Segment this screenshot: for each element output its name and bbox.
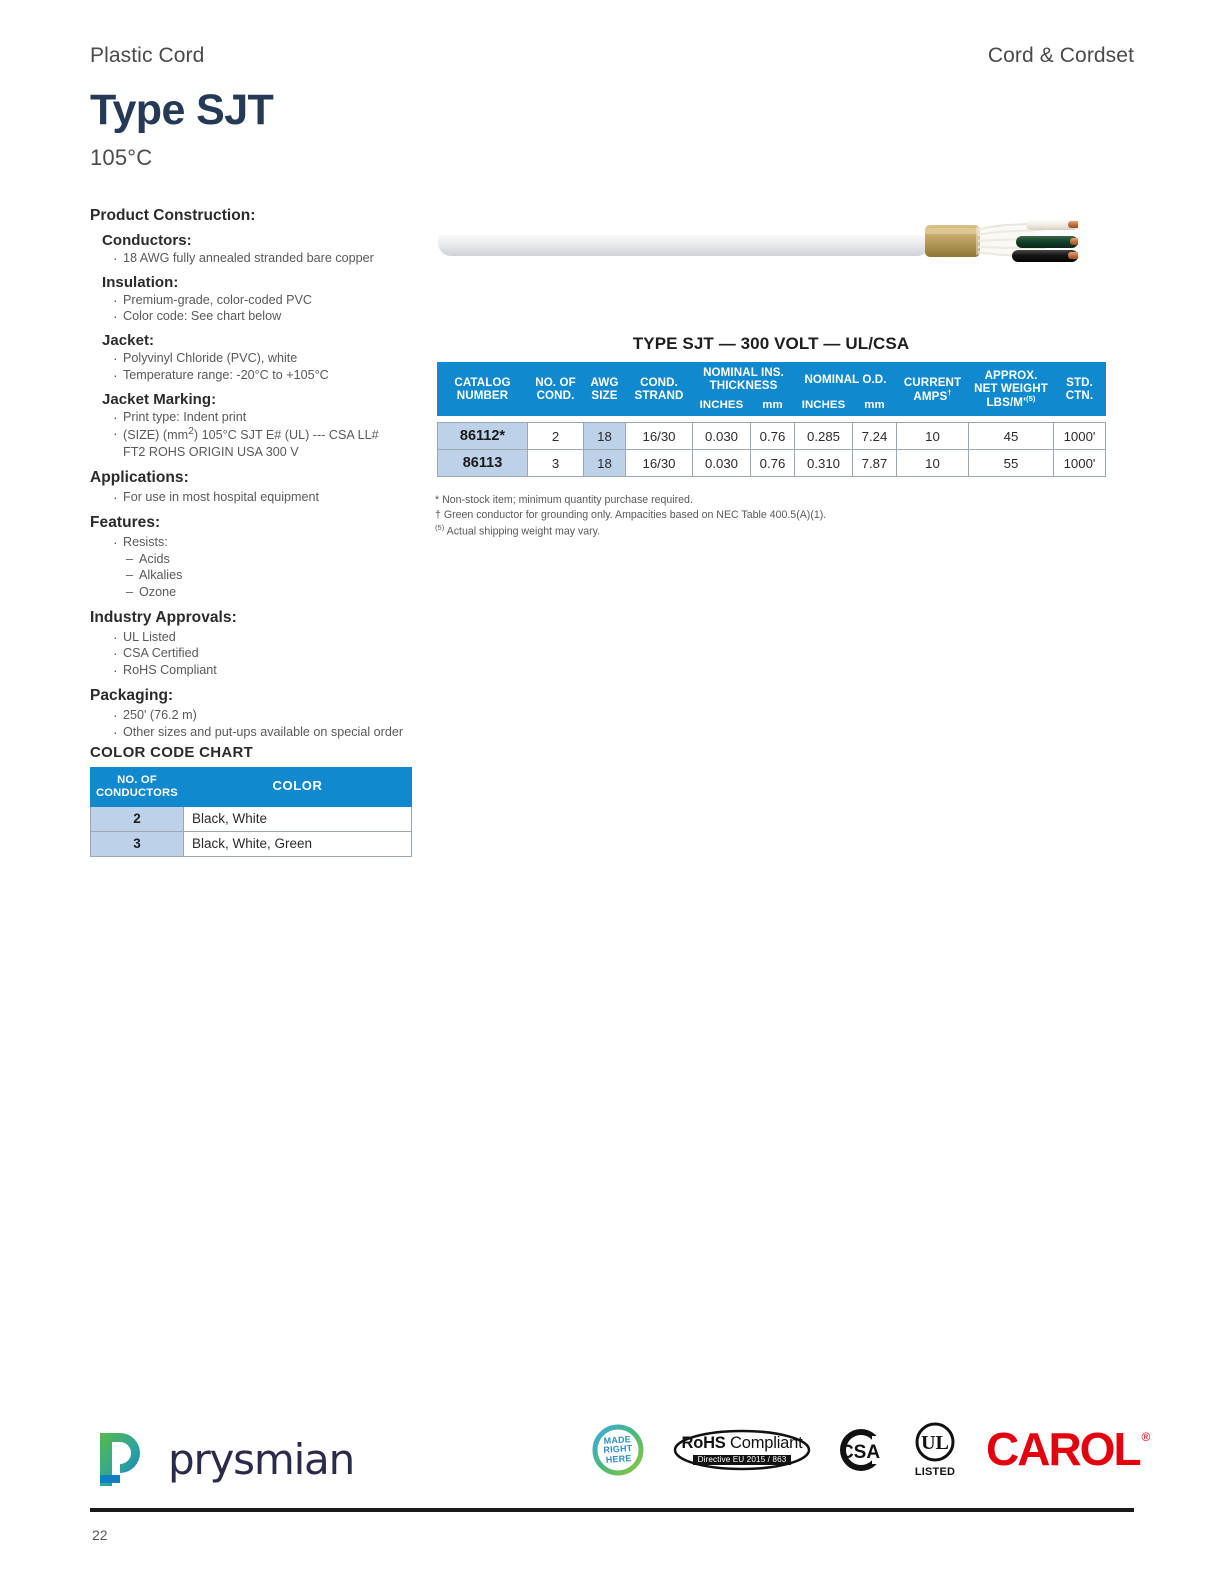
- cell-awg: 18: [584, 450, 626, 477]
- table-row: [438, 450, 1106, 477]
- color-code-chart-title: COLOR CODE CHART: [90, 744, 254, 761]
- list-item: · RoHS Compliant: [112, 662, 420, 679]
- col-header-awg-l1: AWG: [590, 375, 619, 389]
- col-header-no-cond-l1: NO. OF: [535, 375, 576, 389]
- csa-badge-icon: [838, 1427, 884, 1473]
- footnote-five-marker: (5): [435, 523, 445, 533]
- jacket-heading: Jacket:: [102, 332, 155, 350]
- cell-net-weight: 55: [969, 450, 1054, 477]
- cell-od-mm: 7.87: [853, 450, 897, 477]
- list-item: · For use in most hospital equipment: [112, 489, 420, 506]
- features-list: [112, 534, 420, 551]
- applications-heading: Applications:: [90, 469, 189, 487]
- packaging-list: [112, 707, 420, 740]
- made-right-here-badge-icon: [590, 1422, 646, 1478]
- col-header-weight-l1: APPROX.: [984, 368, 1038, 382]
- table-row: [91, 806, 412, 831]
- csa-mark-icon: [838, 1427, 884, 1473]
- table-row: [438, 423, 1106, 450]
- amps-label: AMPS: [913, 389, 948, 403]
- rohs-directive: Directive EU 2015 / 863: [693, 1455, 792, 1465]
- list-item: · Premium-grade, color-coded PVC: [112, 292, 420, 309]
- list-item: – Alkalies: [126, 567, 420, 584]
- list-item: · Temperature range: -20°C to +105°C: [112, 367, 420, 384]
- list-item: · Other sizes and put-ups available on special order: [112, 724, 420, 741]
- csa-letters: CSA: [839, 1442, 881, 1463]
- product-construction-heading: Product Construction:: [90, 207, 256, 224]
- col-header-strand-l2: STRAND: [634, 389, 684, 403]
- amps-footnote-marker: †: [947, 387, 952, 397]
- page-title: Type SJT: [90, 86, 274, 134]
- cell-catalog-number: 86113: [438, 450, 528, 477]
- cell-ins-mm: 0.76: [751, 450, 795, 477]
- cell-amps: 10: [897, 423, 969, 450]
- table-header-row: [91, 768, 412, 807]
- cell-ins-inches: 0.030: [693, 450, 751, 477]
- color-code-chart: [90, 744, 412, 857]
- rohs-text: [672, 1427, 812, 1473]
- header-category: Plastic Cord: [90, 44, 205, 67]
- insulation-list: [112, 292, 420, 325]
- col-header-conductors: [91, 768, 184, 807]
- cable-illustration: [438, 196, 1078, 282]
- weight-footnote-marker: (5): [1025, 394, 1036, 404]
- jacket-marking-list: [112, 409, 420, 445]
- cell-color: Black, White: [184, 806, 412, 831]
- page-subtitle: 105°C: [90, 145, 153, 171]
- list-item: – Ozone: [126, 584, 420, 601]
- cell-std-ctn: 1000': [1054, 423, 1106, 450]
- list-item: · UL Listed: [112, 629, 420, 646]
- ul-listed-label: LISTED: [914, 1466, 956, 1478]
- cell-amps: 10: [897, 450, 969, 477]
- col-header-std-ctn: [1054, 363, 1106, 416]
- col-header-ctn-l2: CTN.: [1065, 389, 1094, 403]
- features-heading: Features:: [90, 513, 161, 531]
- conductors-heading: Conductors:: [102, 232, 192, 249]
- cell-std-ctn: 1000': [1054, 450, 1106, 477]
- carol-registered-mark: ®: [1141, 1430, 1151, 1445]
- footer-divider: [90, 1508, 1134, 1512]
- spec-table-section: [437, 334, 1105, 477]
- spec-table-title: TYPE SJT — 300 VOLT — UL/CSA: [632, 334, 910, 353]
- rohs-rest: Compliant: [725, 1434, 803, 1453]
- cell-conductors: 3: [91, 831, 184, 856]
- packaging-heading: Packaging:: [90, 686, 174, 704]
- marking-part-b: ) 105°C SJT E# (UL) --- CSA LL#: [193, 428, 379, 443]
- header-section: Cord & Cordset: [987, 44, 1134, 67]
- col-header-nom-ins-l1: NOMINAL INS.: [703, 366, 784, 379]
- col-header-net-weight: [969, 363, 1054, 416]
- mrh-line2: RIGHT: [603, 1443, 633, 1456]
- col-header-color: COLOR: [184, 768, 412, 807]
- col-header-strand: [626, 363, 693, 416]
- industry-approvals-list: [112, 629, 420, 679]
- col-header-no-cond-l2: COND.: [536, 389, 575, 403]
- mrh-text: [588, 1420, 648, 1480]
- marking-part-a: (SIZE) (mm: [123, 428, 189, 443]
- cell-no-cond: 3: [528, 450, 584, 477]
- jacket-list: [112, 350, 420, 383]
- cell-awg: 18: [584, 423, 626, 450]
- carol-logo: [986, 1423, 1151, 1476]
- col-header-amps-l1: CURRENT: [903, 375, 962, 389]
- mrh-line1: MADE: [603, 1434, 632, 1447]
- col-header-od-inches: INCHES: [795, 396, 853, 416]
- cell-strand: 16/30: [626, 450, 693, 477]
- cell-ins-inches: 0.030: [693, 423, 751, 450]
- list-item: · Print type: Indent print: [112, 409, 420, 426]
- list-item: · Polyvinyl Chloride (PVC), white: [112, 350, 420, 367]
- col-header-ctn-l1: STD.: [1066, 375, 1093, 389]
- col-header-nominal-ins-thickness: [693, 363, 795, 396]
- cell-od-mm: 7.24: [853, 423, 897, 450]
- table-row: [91, 831, 412, 856]
- prysmian-wordmark: prysmian: [168, 1434, 355, 1484]
- col-header-nom-ins-l2: THICKNESS: [709, 379, 778, 393]
- col-header-awg-l2: SIZE: [591, 389, 618, 403]
- spec-table-body: [437, 422, 1106, 477]
- certification-badges: [590, 1422, 1150, 1478]
- col-header-od-mm: mm: [853, 396, 897, 416]
- footnote-five-text: Actual shipping weight may vary.: [444, 525, 601, 538]
- col-header-ins-mm: mm: [751, 396, 795, 416]
- rohs-main-line: [682, 1435, 803, 1452]
- list-item: · Resists:: [112, 534, 420, 551]
- mrh-line3: HERE: [605, 1452, 632, 1465]
- footnote-dagger: † Green conductor for grounding only. Ampacities based on NEC Table 400.5(A)(1).: [435, 509, 827, 522]
- footnote-five: [435, 523, 1075, 540]
- applications-list: [112, 489, 420, 506]
- product-details-column: [90, 207, 420, 740]
- table-footnotes: [435, 493, 1075, 540]
- col-header-amps-l2: [898, 389, 967, 403]
- col-header-weight-l2: NET WEIGHT: [974, 382, 1048, 396]
- title-block: [90, 88, 273, 171]
- industry-approvals-heading: Industry Approvals:: [90, 608, 237, 626]
- marking-line-2: FT2 ROHS ORIGIN USA 300 V: [123, 445, 299, 460]
- weight-label: LBS/M': [986, 396, 1026, 409]
- cell-strand: 16/30: [626, 423, 693, 450]
- ul-letters: UL: [921, 1432, 949, 1454]
- col-header-no-cond: [528, 363, 584, 416]
- col-header-awg: [584, 363, 626, 416]
- spec-table: [437, 362, 1106, 416]
- col-header-nominal-od: NOMINAL O.D.: [795, 363, 897, 396]
- ul-listed-badge-icon: [910, 1422, 960, 1478]
- cell-color: Black, White, Green: [184, 831, 412, 856]
- col-header-weight-l3: [970, 395, 1052, 409]
- col-header-current-amps: [897, 363, 969, 416]
- cell-net-weight: 45: [969, 423, 1054, 450]
- page-number: 22: [92, 1527, 108, 1543]
- carol-wordmark: CAROL: [986, 1423, 1140, 1476]
- cell-ins-mm: 0.76: [751, 423, 795, 450]
- cell-no-cond: 2: [528, 423, 584, 450]
- footnote-star: * Non-stock item; minimum quantity purchase required.: [435, 494, 693, 506]
- rohs-compliant-badge-icon: [672, 1427, 812, 1473]
- ul-mark-icon: [910, 1422, 960, 1464]
- conductors-list: [112, 250, 420, 267]
- jacket-marking-heading: Jacket Marking:: [102, 390, 217, 408]
- col-header-catalog-l2: NUMBER: [456, 389, 509, 403]
- list-item: · 18 AWG fully annealed stranded bare copper: [112, 250, 420, 267]
- col-header-ins-inches: INCHES: [693, 396, 751, 416]
- table-header-row-top: [438, 363, 1106, 396]
- marking-superscript: 2: [188, 425, 194, 438]
- col-header-strand-l1: COND.: [640, 375, 678, 389]
- cell-od-inches: 0.310: [795, 450, 853, 477]
- cell-conductors: 2: [91, 806, 184, 831]
- page-header: [90, 44, 1134, 68]
- footer-logos: [90, 1418, 1151, 1514]
- list-item: · CSA Certified: [112, 645, 420, 662]
- list-item: – Acids: [126, 551, 420, 568]
- col-header-catalog-l1: CATALOG: [454, 375, 511, 389]
- list-item: · Color code: See chart below: [112, 308, 420, 325]
- insulation-heading: Insulation:: [102, 273, 179, 291]
- color-code-table: [90, 767, 412, 857]
- prysmian-logo: [94, 1428, 354, 1490]
- cable-product-photo: [438, 196, 1078, 282]
- features-sublist: [126, 551, 420, 601]
- prysmian-mark-icon: [94, 1428, 158, 1490]
- col-header-conductors-l1: NO. OF: [117, 774, 157, 786]
- cell-catalog-number: 86112*: [438, 423, 528, 450]
- list-item: · 250' (76.2 m): [112, 707, 420, 724]
- list-item-marking: [112, 425, 420, 444]
- rohs-bold: RoHS: [681, 1434, 726, 1453]
- col-header-conductors-l2: CONDUCTORS: [96, 786, 178, 799]
- col-header-catalog: [438, 363, 528, 416]
- cell-od-inches: 0.285: [795, 423, 853, 450]
